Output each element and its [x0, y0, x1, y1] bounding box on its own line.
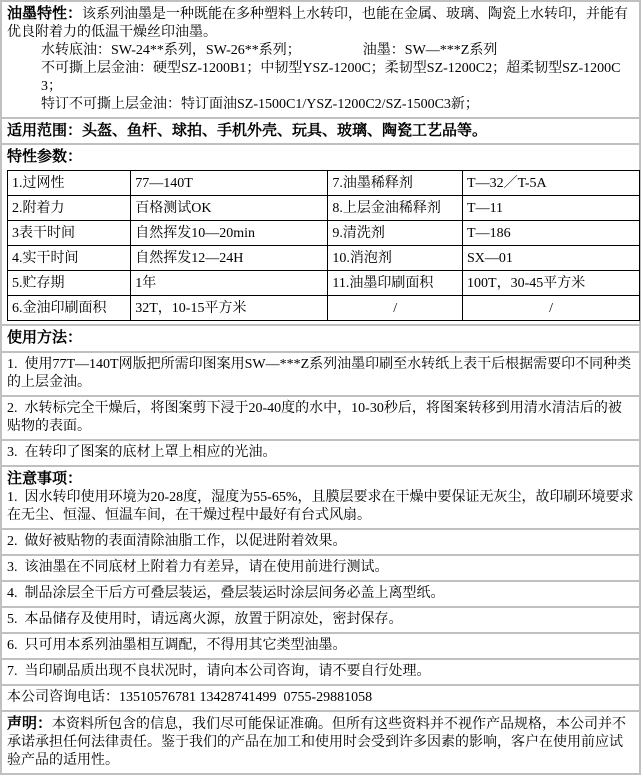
ink-properties-text: 该系列油墨是一种既能在多种塑料上水转印，也能在金属、玻璃、陶瓷上水转印，并能有优良附着力的低温干燥丝印油墨。	[7, 7, 629, 40]
usage-heading-line	[7, 329, 634, 348]
param-value-cell: T—186	[463, 221, 640, 246]
param-name-cell: 2.附着力	[8, 196, 131, 221]
section-parameters	[2, 145, 639, 326]
ink-properties-heading: 油墨特性：	[7, 6, 83, 22]
section-application	[2, 119, 639, 145]
param-value-cell: 32T，10-15平方米	[131, 296, 328, 321]
section-note-3	[2, 556, 639, 582]
param-row	[8, 271, 640, 296]
param-empty-cell: /	[328, 296, 463, 321]
param-name-cell: 1.过网性	[8, 171, 131, 196]
ink-series-text: 油墨：SW—***Z系列	[362, 43, 498, 58]
param-name-cell: 6.金油印刷面积	[8, 296, 131, 321]
usage-heading: 使用方法：	[7, 330, 83, 346]
application-heading: 适用范围：	[7, 123, 83, 139]
top-coat-line	[7, 60, 634, 96]
section-contact	[2, 686, 639, 712]
parameters-heading: 特性参数：	[7, 149, 83, 165]
section-note-4	[2, 582, 639, 608]
parameters-heading-line	[7, 148, 634, 167]
param-name-cell: 4.实干时间	[8, 246, 131, 271]
param-row	[8, 171, 640, 196]
application-line	[7, 122, 634, 140]
disclaimer-heading: 声明：	[7, 716, 53, 732]
param-name-cell: 7.油墨稀释剂	[328, 171, 463, 196]
param-value-cell: 自然挥发10—20min	[131, 221, 328, 246]
param-name-cell: 10.消泡剂	[328, 246, 463, 271]
section-notes-heading	[2, 467, 639, 530]
param-name-cell: 5.贮存期	[8, 271, 131, 296]
section-usage-step-3	[2, 441, 639, 467]
param-value-cell: 自然挥发12—24H	[131, 246, 328, 271]
note-item: 2. 做好被贴物的表面清除油脂工作，以促进附着效果。	[7, 534, 347, 549]
param-row	[8, 196, 640, 221]
section-note-2	[2, 530, 639, 556]
param-name-cell: 3表干时间	[8, 221, 131, 246]
param-empty-cell: /	[463, 296, 640, 321]
param-name-cell: 8.上层金油稀释剂	[328, 196, 463, 221]
ink-properties-intro	[7, 5, 634, 42]
usage-step: 3. 在转印了图案的底材上罩上相应的光油。	[7, 445, 277, 460]
section-note-7	[2, 660, 639, 686]
param-value-cell: T—11	[463, 196, 640, 221]
param-value-cell: 77—140T	[131, 171, 328, 196]
section-usage-step-2	[2, 397, 639, 441]
section-note-5	[2, 608, 639, 634]
param-value-cell: SX—01	[463, 246, 640, 271]
base-oil-text: 水转底油：SW-24**系列，SW-26**系列；	[41, 43, 301, 58]
param-row	[8, 246, 640, 271]
usage-step: 1. 使用77T—140T网版把所需印图案用SW—***Z系列油墨印刷至水转纸上表干后根据需要印不同种类的上层金油。	[7, 357, 632, 390]
param-row	[8, 221, 640, 246]
section-ink-properties	[2, 2, 639, 119]
disclaimer-line	[7, 715, 634, 770]
note-item: 1. 因水转印使用环境为20-28度，湿度为55-65%，且膜层要求在干燥中要保证无灰尘，故印刷环境要求在无尘、恒湿、恒温车间，在干燥过程中最好有台式风扇。	[7, 490, 634, 523]
top-coat-text: 不可撕上层金油：硬型SZ-1200B1；中韧型YSZ-1200C；柔韧型SZ-1200C2；超柔韧型SZ-1200C3；	[41, 61, 621, 94]
section-usage-step-1	[2, 353, 639, 397]
note-item: 3. 该油墨在不同底材上附着力有差异，请在使用前进行测试。	[7, 560, 389, 575]
param-value-cell: 百格测试OK	[131, 196, 328, 221]
param-name-cell: 9.清洗剂	[328, 221, 463, 246]
note-item: 4. 制品涂层全干后方可叠层装运，叠层装运时涂层间务必盖上离型纸。	[7, 586, 445, 601]
usage-step: 2. 水转标完全干燥后，将图案剪下浸于20-40度的水中，10-30秒后，将图案转移到用清水清洁后的被贴物的表面。	[7, 401, 622, 434]
parameters-table	[7, 170, 640, 321]
param-value-cell: 1年	[131, 271, 328, 296]
param-value-cell: 100T，30-45平方米	[463, 271, 640, 296]
notes-heading: 注意事项：	[7, 471, 83, 487]
base-oil-line	[7, 42, 634, 60]
disclaimer-text: 本资料所包含的信息，我们尽可能保证准确。但所有这些资料并不视作产品规格，本公司并不承诺承担任何法律责任。鉴于我们的产品在加工和使用时会受到许多因素的影响，客户在使用前应试验产品的适用性。	[7, 717, 627, 768]
section-usage-heading	[2, 326, 639, 353]
param-name-cell: 11.油墨印刷面积	[328, 271, 463, 296]
section-note-6	[2, 634, 639, 660]
custom-top-coat-line	[7, 96, 634, 114]
param-value-cell: T—32／T-5A	[463, 171, 640, 196]
section-disclaimer	[2, 712, 639, 773]
note-item: 6. 只可用本系列油墨相互调配，不得用其它类型油墨。	[7, 638, 347, 653]
contact-phone: 本公司咨询电话：13510576781 13428741499 0755-29881058	[7, 690, 373, 705]
custom-top-coat-text: 特订不可撕上层金油：特订面油SZ-1500C1/YSZ-1200C2/SZ-1500C3新；	[41, 97, 479, 112]
note-item: 7. 当印刷品质出现不良状况时，请向本公司咨询，请不要自行处理。	[7, 664, 431, 679]
application-text: 头盔、鱼杆、球拍、手机外壳、玩具、玻璃、陶瓷工艺品等。	[82, 123, 488, 139]
note-item: 5. 本品储存及使用时，请远离火源，放置于阴凉处，密封保存。	[7, 612, 403, 627]
notes-heading-line	[7, 470, 634, 489]
param-row	[8, 296, 640, 321]
